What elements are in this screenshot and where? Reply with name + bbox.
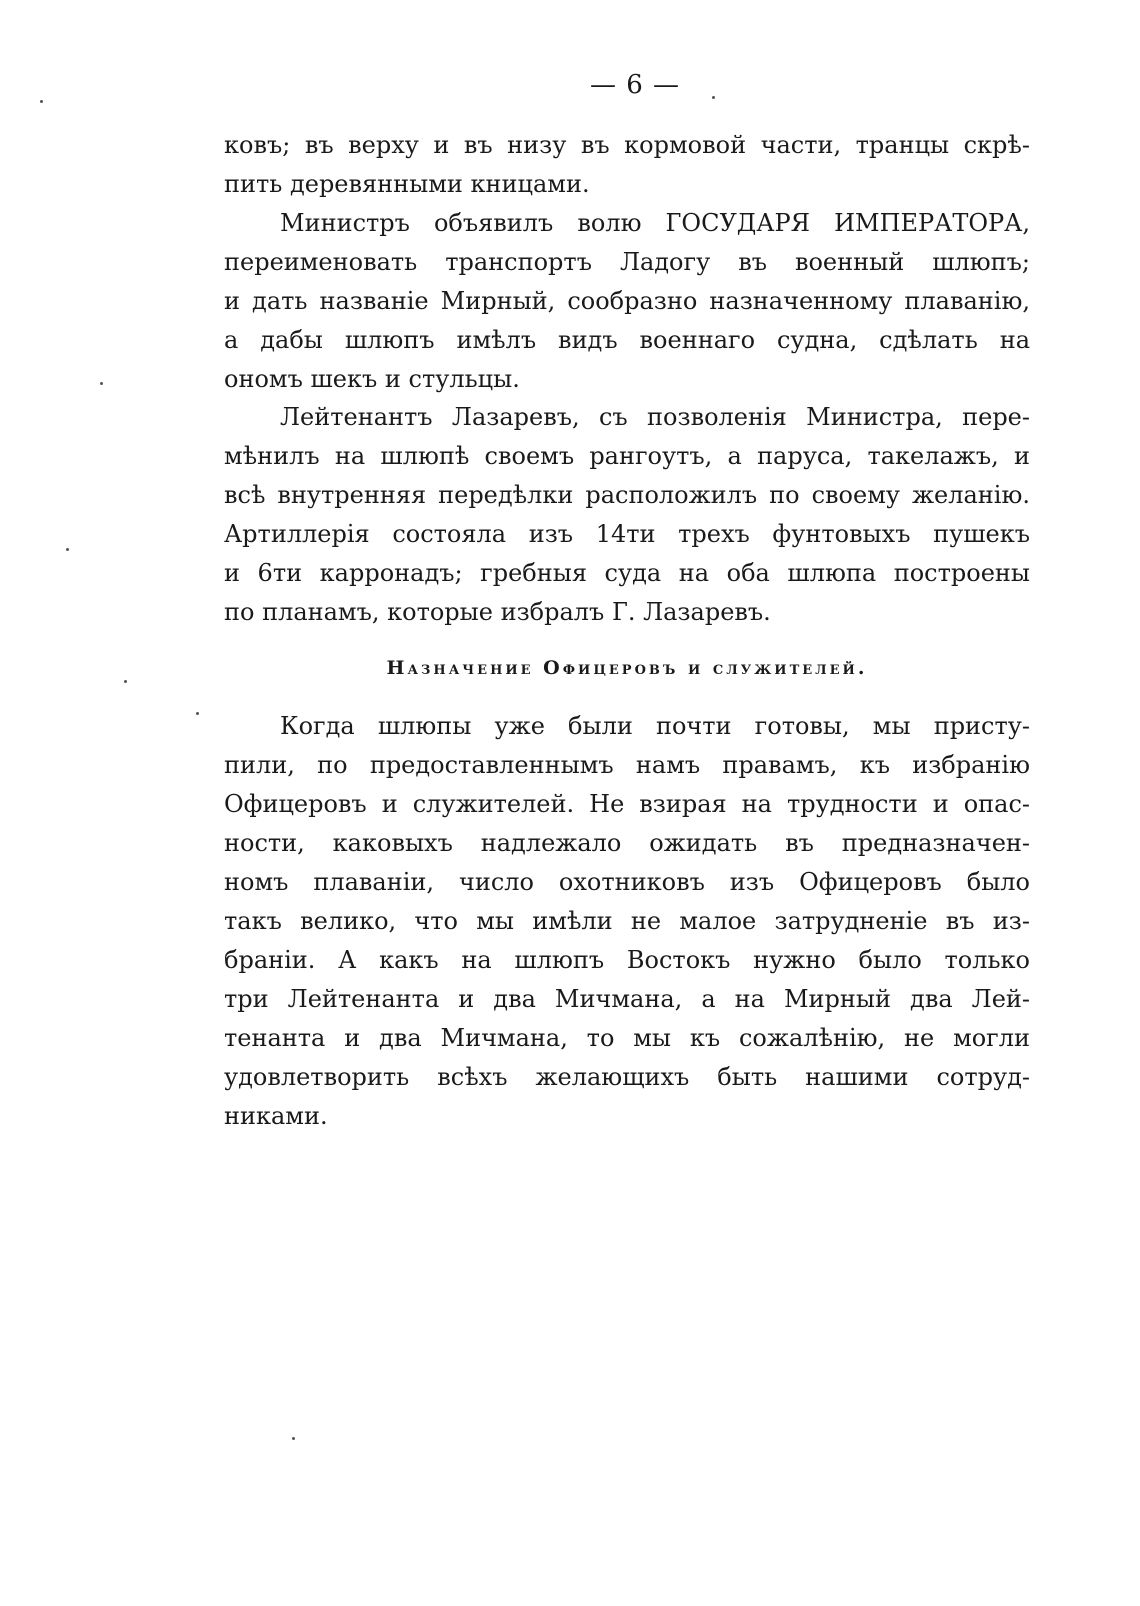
text-line: ковъ; въ верху и въ низу въ кормовой части, транцы скрѣ- [224, 131, 1030, 159]
scan-speck [712, 96, 715, 99]
scan-speck [196, 712, 199, 715]
section-heading: Назначение Офицеровъ и служителей. [386, 657, 868, 679]
text-line: никами. [224, 1102, 328, 1130]
paragraph-lazarev [224, 398, 1030, 632]
scan-speck [40, 100, 43, 103]
text-line: и 6ти карронадъ; гребныя суда на оба шлюпа построены [224, 559, 1030, 587]
text-line: тенанта и два Мичмана, то мы къ сожалѣнію, не могли [224, 1024, 1030, 1052]
text-line: номъ плаваніи, число охотниковъ изъ Офицеровъ было [224, 868, 1030, 896]
text-line: Офицеровъ и служителей. Не взирая на трудности и опас- [224, 790, 1030, 818]
text-line: мѣнилъ на шлюпѣ своемъ рангоутъ, а паруса, такелажъ, и [224, 442, 1030, 470]
scan-speck [100, 382, 103, 385]
text-line: всѣ внутренняя передѣлки расположилъ по своему желанію. [224, 481, 1030, 509]
text-line: ономъ шекъ и стульцы. [224, 365, 520, 393]
text-line: а дабы шлюпъ имѣлъ видъ военнаго судна, сдѣлать на [224, 326, 1030, 354]
text-line: Артиллерія состояла изъ 14ти трехъ фунтовыхъ пушекъ [224, 520, 1030, 548]
text-line: ности, каковыхъ надлежало ожидать въ предназначен- [224, 829, 1030, 857]
text-line: пить деревянными кницами. [224, 170, 590, 198]
paragraph-continuation [224, 126, 1030, 204]
scan-speck [124, 680, 127, 683]
text-line: браніи. А какъ на шлюпъ Востокъ нужно было только [224, 946, 1030, 974]
text-line: и дать названіе Мирный, сообразно назначенному плаванію, [224, 287, 1030, 315]
scan-speck [66, 548, 69, 551]
text-line: удовлетворить всѣхъ желающихъ быть нашими сотруд- [224, 1063, 1030, 1091]
text-line: Министръ объявилъ волю ГОСУДАРЯ ИМПЕРАТОРА, [280, 209, 1030, 237]
text-line: Лейтенантъ Лазаревъ, съ позволенія Министра, пере- [280, 403, 1030, 431]
text-line: пили, по предоставленнымъ намъ правамъ, къ избранію [224, 751, 1030, 779]
text-line: переименовать транспортъ Ладогу въ военный шлюпъ; [224, 248, 1030, 276]
paragraph-officers [224, 707, 1030, 1136]
text-line: по планамъ, которые избралъ Г. Лазаревъ. [224, 598, 771, 626]
scan-speck [292, 1437, 295, 1440]
paragraph-minister [224, 204, 1030, 399]
text-line: Когда шлюпы уже были почти готовы, мы присту- [280, 712, 1030, 740]
page-number: — 6 — [589, 70, 681, 100]
text-line: три Лейтенанта и два Мичмана, а на Мирный два Лей- [224, 985, 1030, 1013]
text-line: такъ велико, что мы имѣли не малое затрудненіе въ из- [224, 907, 1030, 935]
